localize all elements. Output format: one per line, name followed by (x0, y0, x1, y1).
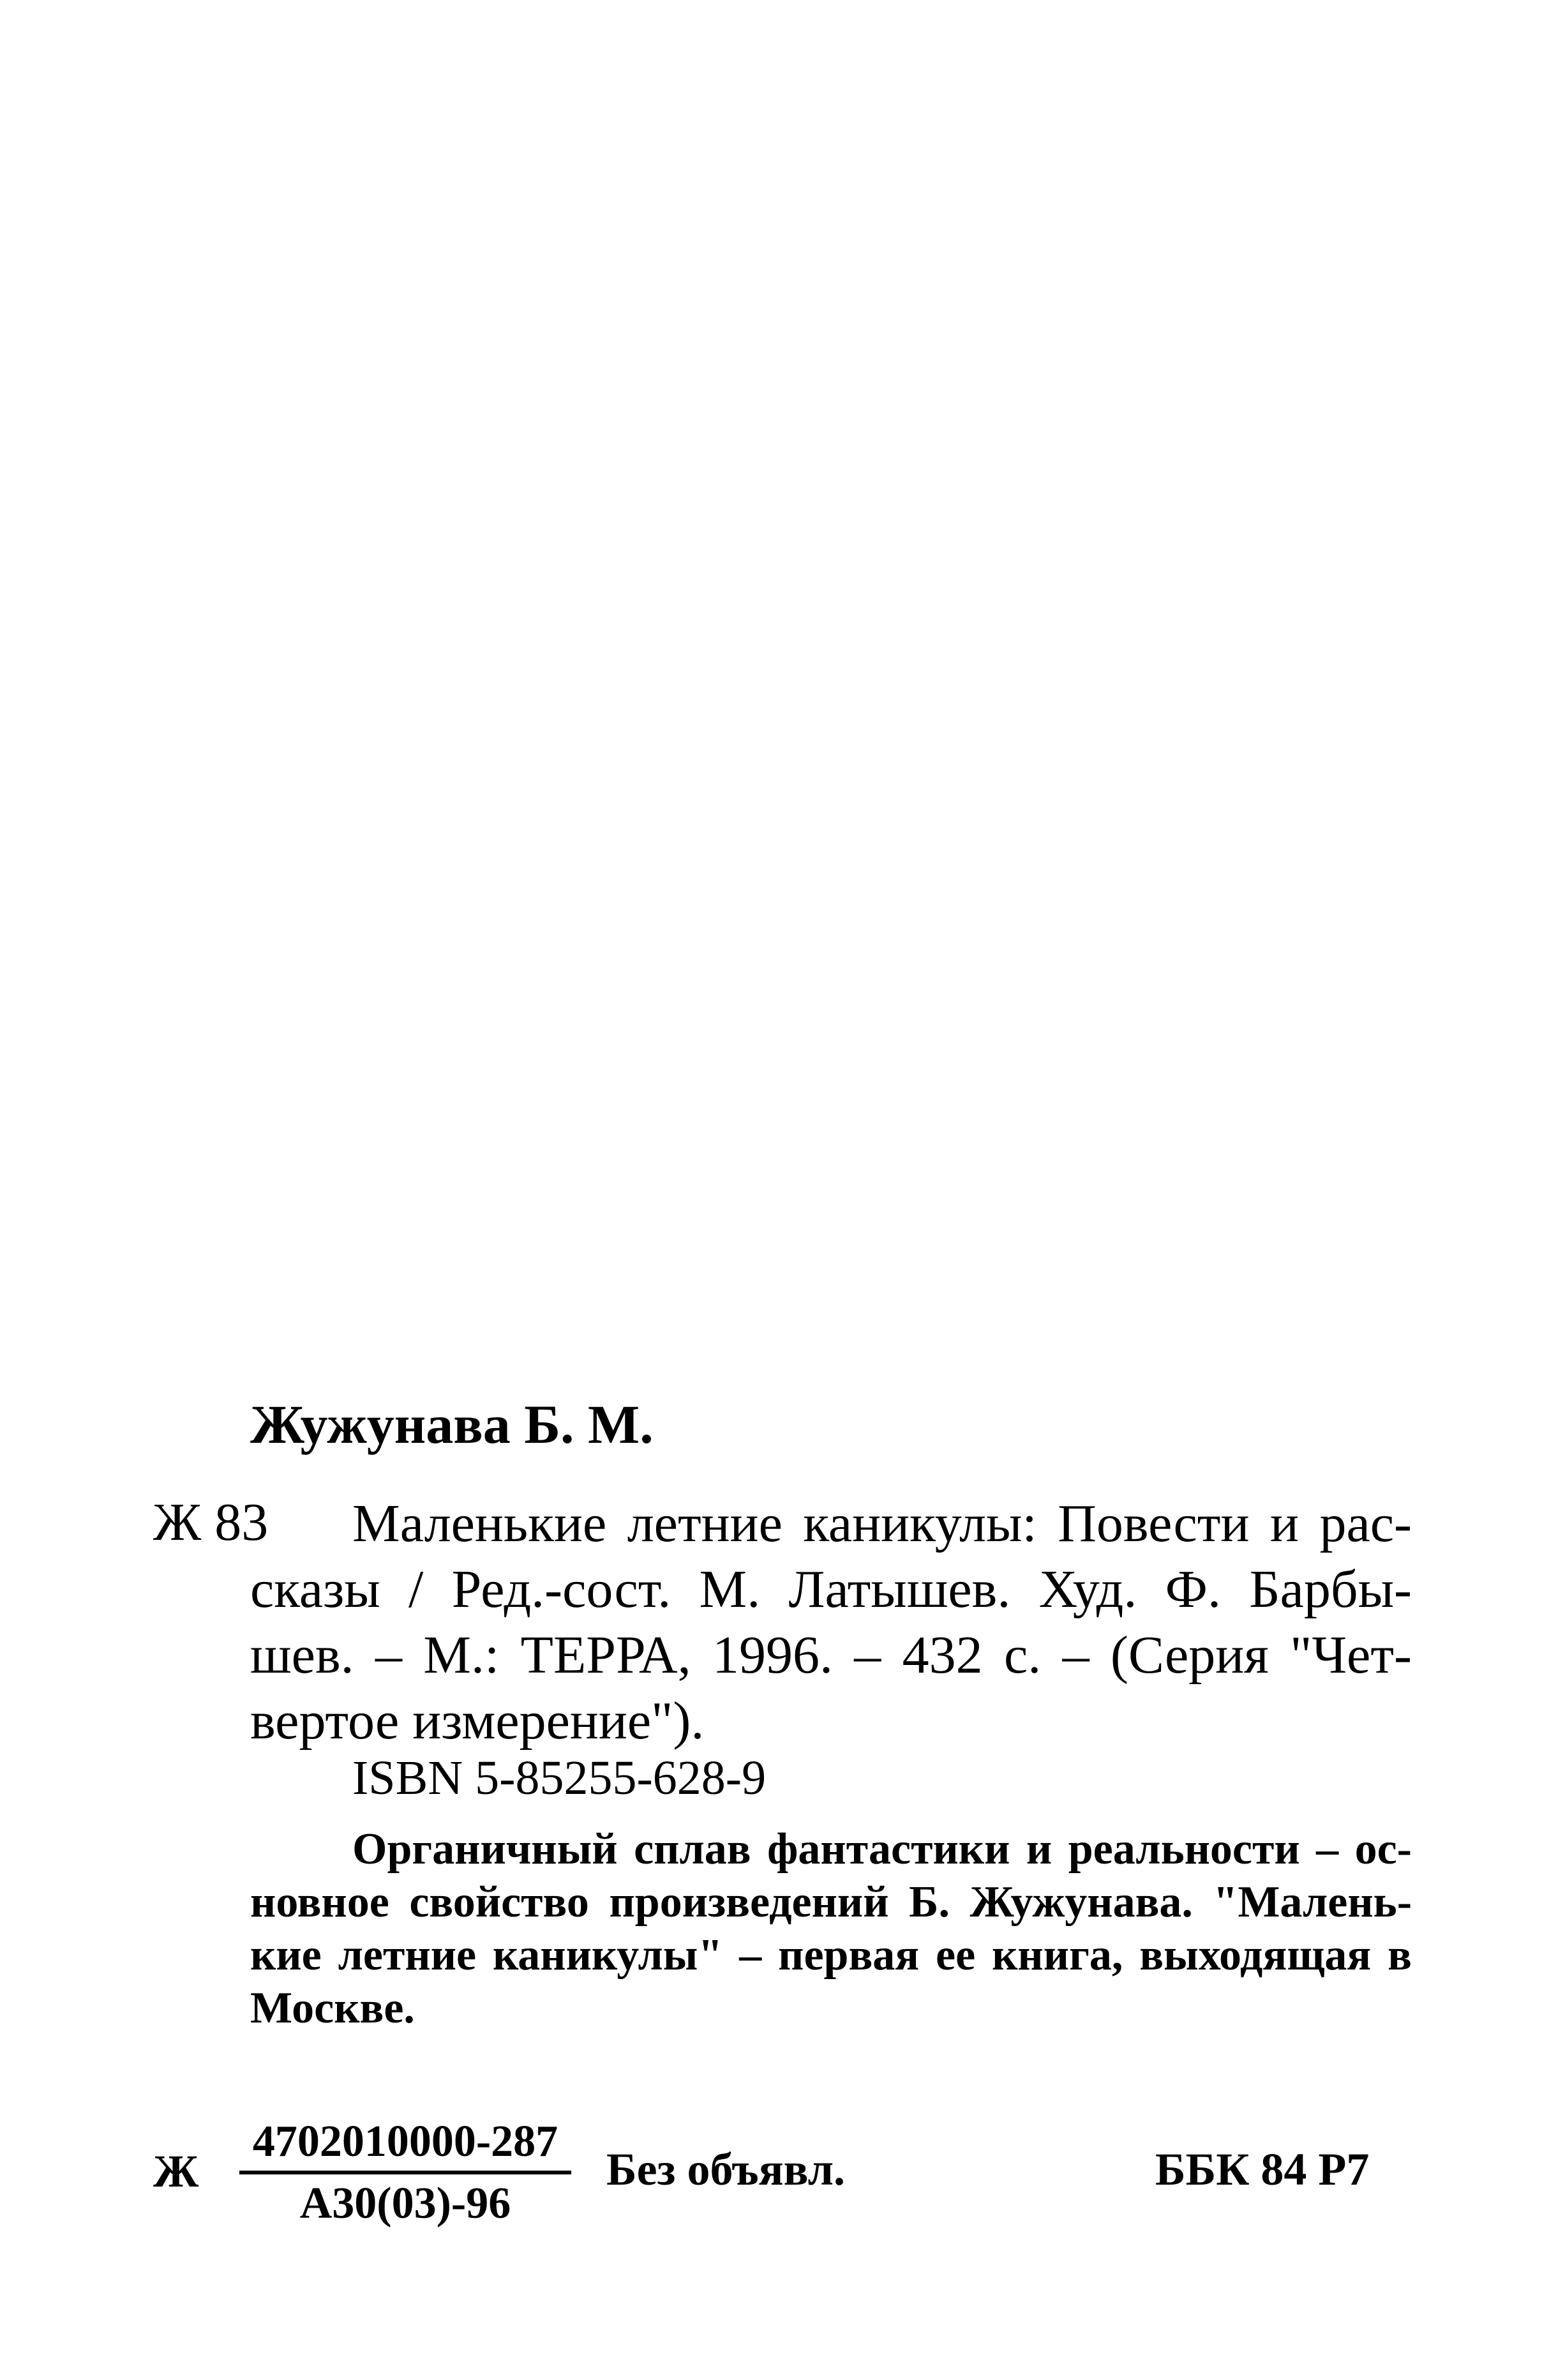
fraction-bar (239, 2171, 571, 2174)
description-line: Маленькие летние каникулы: Повести и рас- (352, 1494, 1412, 1553)
fraction-denominator: А30(03)-96 (299, 2178, 511, 2228)
annotation-line: Москве. (250, 1984, 415, 2033)
catalog-code: Ж 83 (153, 1493, 269, 1552)
description-line: шев. – М.: ТЕРРА, 1996. – 432 с. – (Серия "Чет- (250, 1625, 1412, 1685)
author-heading: Жужунава Б. М. (250, 1394, 654, 1455)
description-line: вертое измерение"). (250, 1691, 705, 1751)
no-announcement-note: Без объявл. (606, 2144, 845, 2195)
publication-code-fraction (239, 2116, 571, 2229)
bbk-code: ББК 84 Р7 (1155, 2144, 1370, 2195)
description-line: сказы / Ред.-сост. М. Латышев. Худ. Ф. Барбы- (250, 1560, 1412, 1619)
fraction-numerator: 4702010000-287 (252, 2117, 558, 2166)
bibliographic-description (250, 1491, 1412, 1754)
annotation-line: Органичный сплав фантастики и реальности – ос- (352, 1825, 1412, 1874)
annotation (250, 1823, 1412, 2035)
footer-letter: Ж (153, 2146, 199, 2197)
annotation-line: кие летние каникулы" – первая ее книга, выходящая в (250, 1931, 1412, 1980)
isbn: ISBN 5-85255-628-9 (352, 1751, 767, 1805)
annotation-line: новное свойство произведений Б. Жужунава. "Малень- (250, 1878, 1412, 1927)
